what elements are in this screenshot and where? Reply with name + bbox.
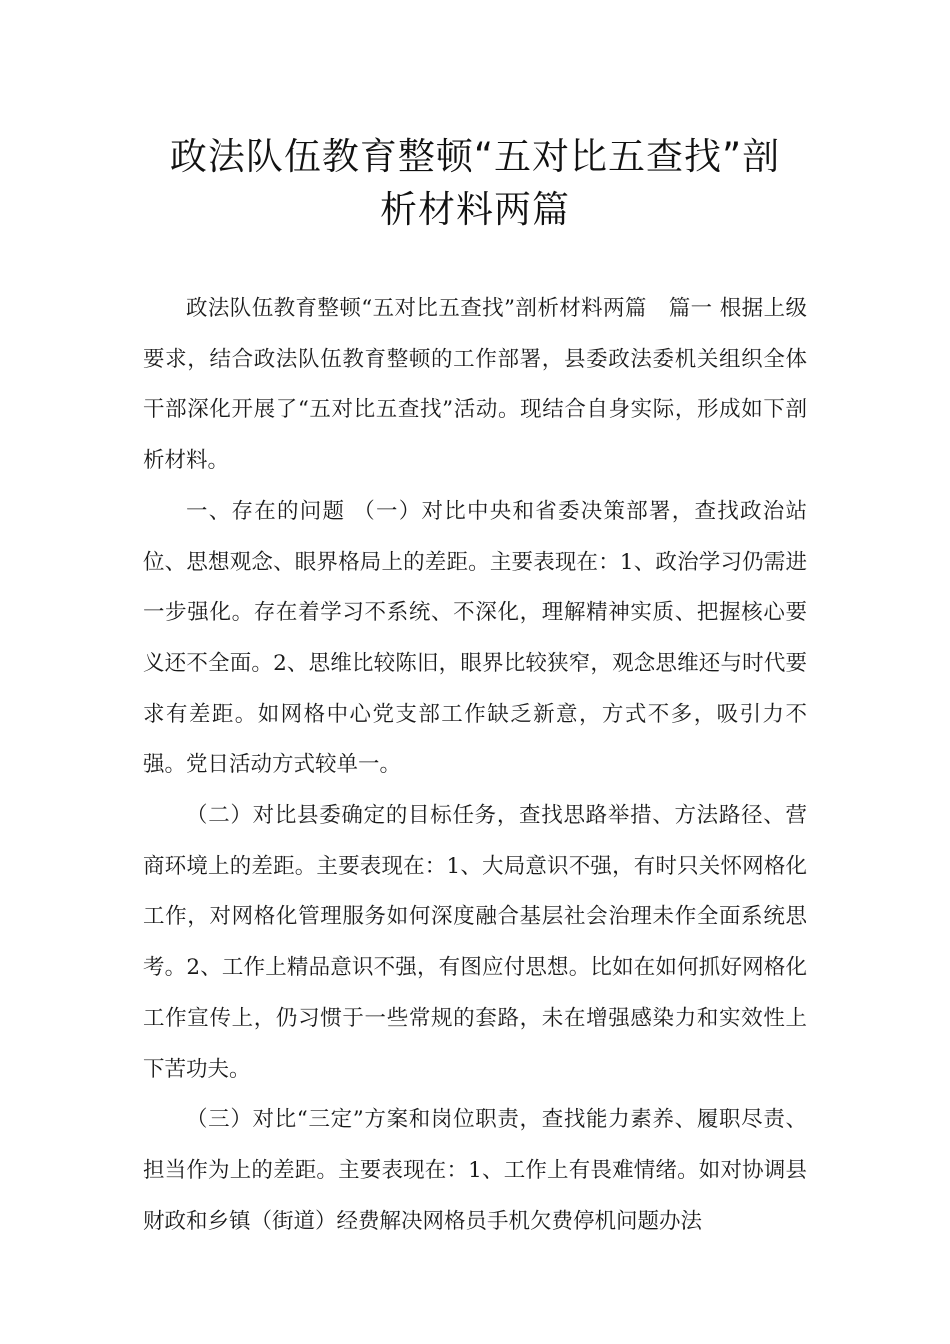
title-line-1: 政法队伍教育整顿“五对比五查找”剖: [169, 135, 781, 178]
document-body: [143, 284, 807, 1247]
paragraph-intro: 政法队伍教育整顿“五对比五查找”剖析材料两篇 篇一 根据上级要求，结合政法队伍教育整顿的工作部署，县委政法委机关组织全体干部深化开展了“五对比五查找”活动。现结合自身实际，形成如下剖析材料。: [143, 296, 807, 474]
document-title: [140, 130, 810, 236]
paragraph-problems-3: （三）对比“三定”方案和岗位职责，查找能力素养、履职尽责、担当作为上的差距。主要表现在：1、工作上有畏难情绪。如对协调县财政和乡镇（街道）经费解决网格员手机欠费停机问题办法: [143, 1107, 807, 1234]
paragraph-problems-1: 一、存在的问题 （一）对比中央和省委决策部署，查找政治站位、思想观念、眼界格局上的差距。主要表现在：1、政治学习仍需进一步强化。存在着学习不系统、不深化，理解精神实质、把握核心要义还不全面。2、思维比较陈旧，眼界比较狭窄，观念思维还与时代要求有差距。如网格中心党支部工作缺乏新意，方式不多，吸引力不强。党日活动方式较单一。: [143, 498, 807, 778]
title-line-2: 析材料两篇: [380, 188, 570, 231]
paragraph-problems-2: （二）对比县委确定的目标任务，查找思路举措、方法路径、营商环境上的差距。主要表现在：1、大局意识不强，有时只关怀网格化工作，对网格化管理服务如何深度融合基层社会治理未作全面系统思考。2、工作上精品意识不强，有图应付思想。比如在如何抓好网格化工作宣传上，仍习惯于一些常规的套路，未在增强感染力和实效性上下苦功夫。: [143, 803, 807, 1082]
